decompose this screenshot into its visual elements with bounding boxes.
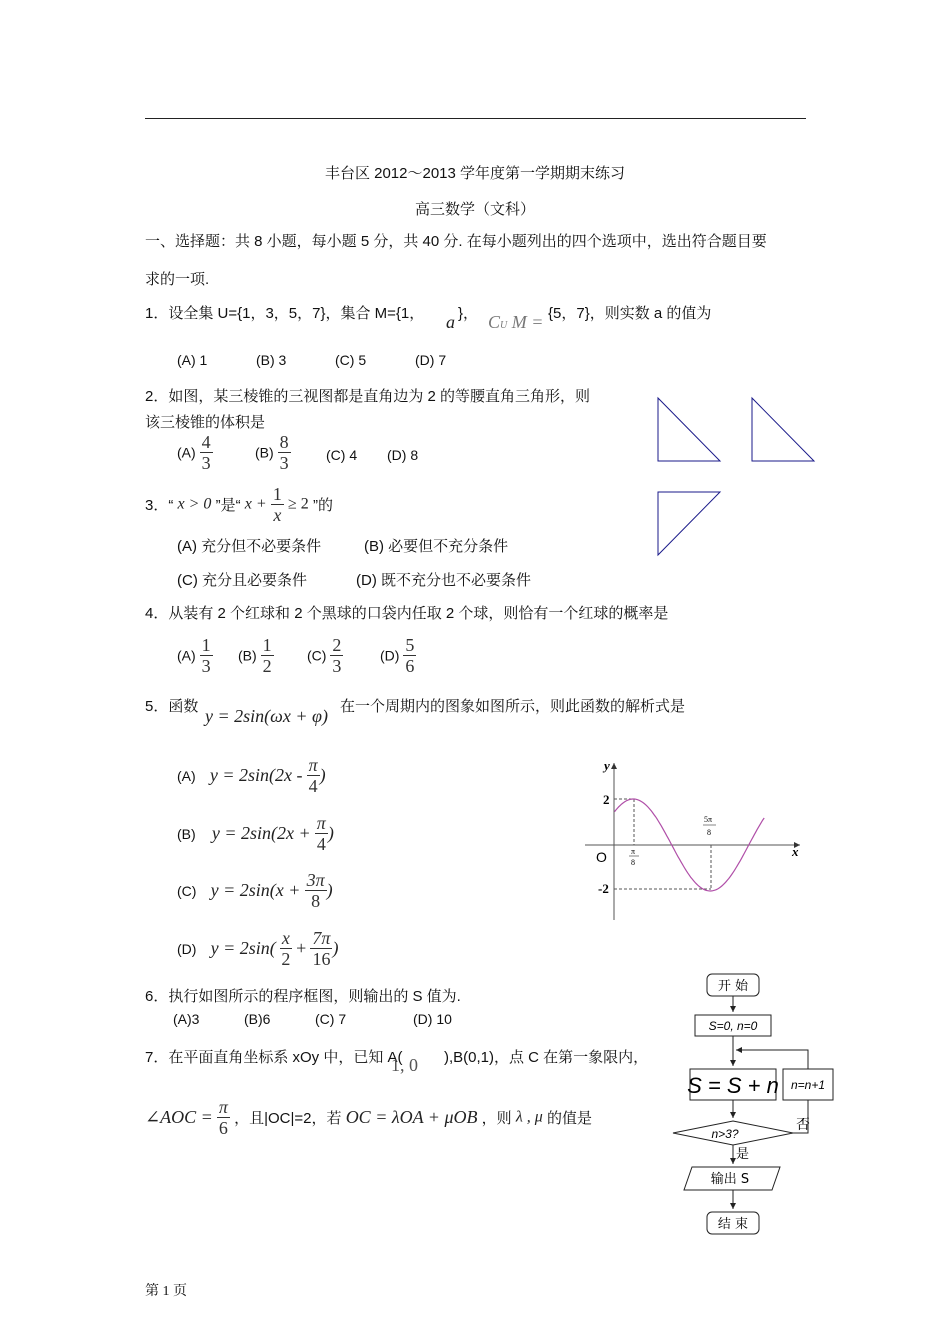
- frac-den: 6: [405, 656, 415, 676]
- q5-option-b-expr: y = 2sin(2x +: [211, 823, 311, 843]
- section-instructions-line1: 一、选择题：共 8 小题，每小题 5 分，共 40 分. 在每小题列出的四个选项中，选出符合题目要: [145, 233, 767, 250]
- update-label: S = S + n: [687, 1073, 779, 1098]
- frac-den: 2: [281, 949, 291, 969]
- q3-frac: [271, 484, 284, 525]
- frac-num: 7π: [312, 928, 331, 948]
- flowchart: [670, 968, 845, 1243]
- top-view-triangle: [658, 492, 720, 555]
- q1-option-a: (A) 1: [177, 352, 208, 368]
- q5-option-a-close: ): [319, 765, 326, 785]
- q3-text-a: 3．“: [145, 497, 174, 514]
- yes-label: 是: [736, 1147, 750, 1162]
- q5-option-b-label: (B): [177, 825, 196, 842]
- q7-line2: [145, 1097, 592, 1138]
- q4-option-c: [307, 635, 343, 676]
- q7-lambda-mu: λ , μ: [515, 1108, 543, 1126]
- q7-vector-expr: OC = λOA + μOB: [345, 1107, 478, 1127]
- front-view-triangle: [658, 398, 720, 461]
- frac-den: 6: [218, 1118, 228, 1138]
- tick-pi8-den: 8: [631, 858, 635, 867]
- y-max-label: 2: [603, 792, 610, 807]
- frac-den: 3: [279, 453, 289, 473]
- frac-num: 5: [405, 635, 415, 655]
- q5-option-a-label: (A): [177, 767, 196, 784]
- init-label: S=0, n=0: [708, 1019, 758, 1033]
- q3-text-b: ”是“: [215, 497, 241, 514]
- q5-option-c-expr: y = 2sin(x +: [210, 880, 301, 900]
- q5-option-b-close: ): [327, 823, 334, 843]
- q1-complement-sub: U: [500, 320, 508, 331]
- frac-num: x: [281, 928, 290, 948]
- incr-label: n=n+1: [790, 1078, 826, 1092]
- q1-option-b: (B) 3: [256, 352, 287, 368]
- q4-option-a: [177, 635, 213, 676]
- q5-option-a: [177, 755, 326, 796]
- q5-option-d-label: (D): [177, 940, 197, 957]
- q2-option-b: [255, 432, 291, 473]
- q5-function: y = 2sin(ωx + φ): [205, 706, 328, 726]
- q5-option-c: [177, 870, 333, 911]
- question-2-line1: 2．如图，某三棱锥的三视图都是直角边为 2 的等腰直角三角形，则: [145, 388, 591, 405]
- q5-option-c-label: (C): [177, 882, 197, 899]
- q7-point-a: 1, 0: [391, 1055, 418, 1075]
- q3-option-b: (B) 必要但不充分条件: [364, 538, 509, 555]
- q5-option-a-expr: y = 2sin(2x -: [209, 765, 303, 785]
- tick-pi8-num: π: [631, 847, 636, 856]
- q5-option-a-frac: [307, 755, 320, 796]
- frac-num: π: [218, 1097, 228, 1117]
- start-label: 开 始: [717, 979, 749, 994]
- q1-text-c: {5，7}，则实数 a 的值为: [548, 305, 712, 322]
- q3-cond2a: x +: [244, 495, 267, 513]
- page-subtitle: 高三数学（文科）: [414, 201, 535, 218]
- q6-option-d: (D) 10: [413, 1011, 452, 1027]
- q2-option-b-frac: [278, 432, 291, 473]
- condition-label: n>3?: [711, 1127, 739, 1141]
- q1-option-d: (D) 7: [415, 352, 447, 368]
- q7-text-d: ，则: [481, 1110, 512, 1127]
- x-axis-label: x: [792, 844, 799, 859]
- frac-den: 4: [308, 776, 318, 796]
- q6-option-b: (B)6: [244, 1011, 271, 1027]
- q5-option-d-expr: y = 2sin(: [210, 938, 276, 958]
- question-2-line2: 该三棱锥的体积是: [145, 414, 266, 431]
- no-label: 否: [796, 1117, 810, 1133]
- tick-5pi8: [703, 815, 716, 837]
- q3-option-d: (D) 既不充分也不必要条件: [356, 572, 531, 589]
- q1-option-c: (C) 5: [335, 352, 367, 368]
- frac-den: 3: [201, 453, 211, 473]
- q7-text-c: ，且|OC|=2，若: [234, 1110, 342, 1127]
- end-label: 结 束: [717, 1217, 749, 1232]
- q7-text-a: 7．在平面直角坐标系 xOy 中，已知 A(: [145, 1049, 403, 1066]
- question-4: 4．从装有 2 个红球和 2 个黑球的口袋内任取 2 个球，则恰有一个红球的概率是: [145, 605, 669, 622]
- frac-den: 4: [316, 834, 326, 854]
- q5-option-c-close: ): [326, 880, 333, 900]
- y-min-label: -2: [598, 881, 609, 896]
- output-label: 输出 S: [710, 1172, 750, 1187]
- question-3: [145, 484, 333, 525]
- frac-den: 8: [311, 891, 321, 911]
- frac-den: 2: [262, 656, 272, 676]
- q5-option-d-frac2: [310, 928, 332, 969]
- frac-den: x: [273, 505, 282, 525]
- q5-option-d-close: ): [332, 938, 339, 958]
- three-view-diagram: [650, 390, 825, 565]
- loop-back-line: [736, 1050, 808, 1069]
- origin-label: O: [596, 849, 607, 865]
- frac-num: 1: [272, 484, 282, 504]
- header-rule: [145, 118, 806, 119]
- q6-option-a: (A)3: [173, 1011, 200, 1027]
- frac-num: π: [316, 813, 326, 833]
- page-title: 丰台区 2012～2013 学年度第一学期期末练习: [324, 165, 626, 182]
- y-axis-label: y: [604, 758, 610, 773]
- frac-num: 1: [201, 635, 211, 655]
- q4-option-d: [380, 635, 416, 676]
- frac-num: 1: [262, 635, 272, 655]
- q1-complement-m: M =: [511, 312, 544, 332]
- section-instructions-line2: 求的一项.: [145, 271, 210, 288]
- frac-num: 8: [279, 432, 289, 452]
- q4-option-c-frac: [330, 635, 343, 676]
- tick-pi8: [629, 847, 639, 867]
- q5-text-a: 5．函数: [145, 698, 199, 715]
- q3-option-a: (A) 充分但不必要条件: [177, 538, 322, 555]
- q2-option-a-label: (A): [177, 444, 196, 461]
- page-number: 第 1 页: [145, 1284, 187, 1299]
- q2-option-d: (D) 8: [387, 447, 419, 463]
- q5-option-b-frac: [315, 813, 328, 854]
- q2-option-c: (C) 4: [326, 447, 358, 463]
- frac-den: 16: [312, 949, 331, 969]
- q1-var-a: a: [446, 312, 455, 332]
- q4-option-a-frac: [200, 635, 213, 676]
- q3-option-c: (C) 充分且必要条件: [177, 572, 307, 589]
- q7-angle: ∠AOC =: [145, 1107, 213, 1127]
- question-6: 6．执行如图所示的程序框图，则输出的 S 值为.: [145, 988, 461, 1005]
- question-1: [145, 302, 424, 323]
- q7-angle-frac: [217, 1097, 230, 1138]
- q4-option-d-frac: [403, 635, 416, 676]
- q2-option-a: [177, 432, 213, 473]
- q4-option-a-label: (A): [177, 647, 196, 664]
- q3-text-c: ”的: [312, 497, 333, 514]
- q2-option-b-label: (B): [255, 444, 274, 461]
- q7-text-b: ),B(0,1)，点 C 在第一象限内，: [444, 1049, 649, 1066]
- q5-option-d-frac1: [280, 928, 292, 969]
- q2-option-a-frac: [200, 432, 213, 473]
- q3-cond1: x > 0: [177, 495, 212, 513]
- q6-option-c: (C) 7: [315, 1011, 347, 1027]
- frac-den: 3: [332, 656, 342, 676]
- frac-num: 2: [332, 635, 342, 655]
- q7-text-e: 的值是: [546, 1110, 592, 1127]
- q4-option-b: [238, 635, 274, 676]
- q1-text-b: }，: [458, 305, 479, 322]
- q5-text-b: 在一个周期内的图象如图所示，则此函数的解析式是: [340, 698, 686, 715]
- frac-num: π: [308, 755, 318, 775]
- q3-cond2b: ≥ 2: [288, 495, 309, 513]
- q4-option-c-label: (C): [307, 647, 327, 664]
- frac-num: 3π: [306, 870, 325, 890]
- side-view-triangle: [752, 398, 814, 461]
- q5-option-d: [177, 928, 338, 969]
- q5-option-c-frac: [305, 870, 327, 911]
- q5-option-b: [177, 813, 334, 854]
- q4-option-b-label: (B): [238, 647, 257, 664]
- tick-5pi8-den: 8: [707, 828, 711, 837]
- tick-5pi8-num: 5π: [704, 815, 713, 824]
- q1-complement: [488, 312, 543, 333]
- frac-num: 4: [201, 432, 211, 452]
- frac-den: 3: [201, 656, 211, 676]
- q1-complement-c: C: [488, 312, 501, 332]
- q4-option-d-label: (D): [380, 647, 400, 664]
- q4-option-b-frac: [261, 635, 274, 676]
- sine-graph: [580, 755, 810, 925]
- q1-text-a: 1．设全集 U={1，3，5，7}，集合 M={1，: [145, 305, 425, 322]
- q5-option-d-plus: +: [296, 938, 307, 958]
